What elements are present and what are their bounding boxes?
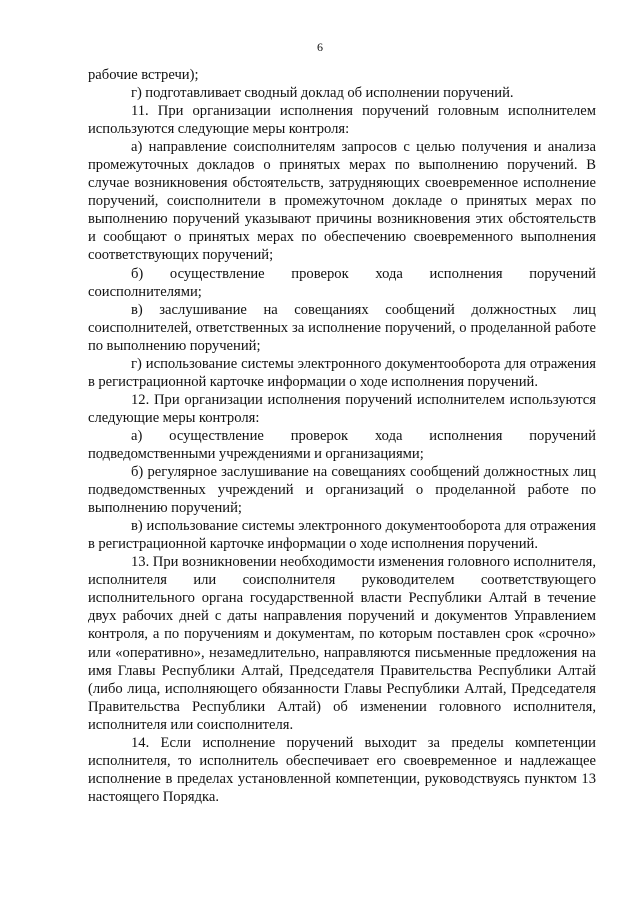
paragraph-10g: г) подготавливает сводный доклад об исполнении поручений.	[131, 85, 514, 102]
paragraph-11a: а) направление соисполнителям запросов с целью получения и анализа промежуточных докладов о принятых мерах по выполнению поручений. В случае возникновения обстоятельств, затрудняющих своевременное исполнение поручений, соисполнители в промежуточном докладе о принятых мерах по выполнению поручений указывают причины возникновения этих обстоятельств и сообщают о принятых мерах по обеспечению своевременного выполнения соответствующих поручений;	[88, 139, 596, 264]
paragraph-12v: в) использование системы электронного документооборота для отражения в регистрационной карточке информации о ходе исполнения поручений.	[88, 518, 596, 553]
paragraph-12a: а) осуществление проверок хода исполнения поручений подведомственными учреждениями и организациями;	[88, 427, 596, 462]
paragraph-12b: б) регулярное заслушивание на совещаниях сообщений должностных лиц подведомственных учреждений и организаций о проделанной работе по выполнению поручений;	[88, 464, 596, 517]
paragraph-continuation: рабочие встречи);	[88, 67, 199, 83]
paragraph-13: 13. При возникновении необходимости изменения головного исполнителя, исполнителя или соисполнителя руководителем соответствующего исполнительного органа государственной власти Республики Алтай в течение двух рабочих дней с даты направления поручений и документов Управлением контроля, а по поручениям и документам, по которым поставлен срок «срочно» или «оперативно», незамедлительно, направляются письменные предложения на имя Главы Республики Алтай, Председателя Правительства Республики Алтай (либо лица, исполняющего обязанности Главы Республики Алтай, Председателя Правительства Республики Алтай) об изменении головного исполнителя, исполнителя или соисполнителя.	[88, 554, 596, 733]
paragraph-14: 14. Если исполнение поручений выходит за пределы компетенции исполнителя, то исполнитель обеспечивает его своевременное и надлежащее исполнение в пределах установленной компетенции, руководствуясь пунктом 13 настоящего Порядка.	[88, 734, 596, 805]
paragraph-11g: г) использование системы электронного документооборота для отражения в регистрационной карточке информации о ходе исполнения поручений.	[88, 355, 596, 390]
paragraph-11v: в) заслушивание на совещаниях сообщений должностных лиц соисполнителей, ответственных за исполнение поручений, о проделанной работе по выполнению поручений;	[88, 301, 596, 354]
paragraph-12: 12. При организации исполнения поручений исполнителем используются следующие меры контроля:	[88, 391, 596, 426]
paragraph-11: 11. При организации исполнения поручений головным исполнителем используются следующие меры контроля:	[88, 103, 596, 138]
document-body	[88, 66, 596, 806]
paragraph-11b: б) осуществление проверок хода исполнения поручений соисполнителями;	[88, 265, 596, 300]
page-number: 6	[317, 40, 323, 54]
